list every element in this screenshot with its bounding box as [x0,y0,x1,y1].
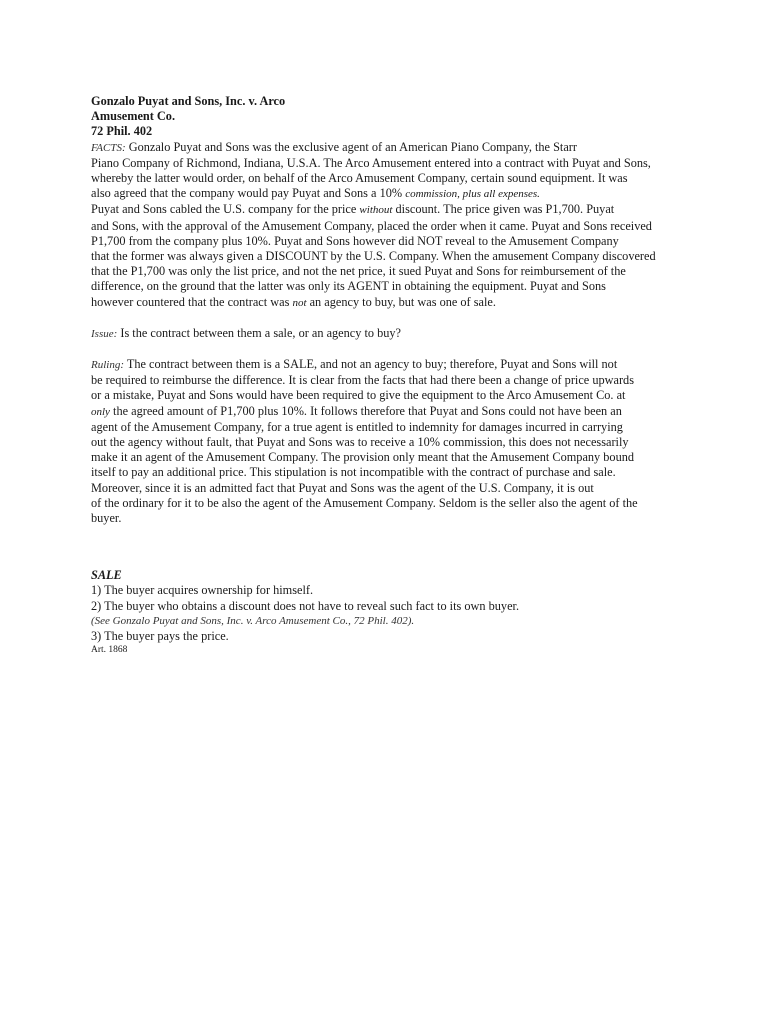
facts-text: Gonzalo Puyat and Sons was the exclusive agent of an American Piano Company, the Starr [125,139,577,154]
ruling-text: agent of the Amusement Company, for a true agent is entitled to indemnity for damages incurred in carrying [91,419,623,434]
facts-text: and Sons, with the approval of the Amusement Company, placed the order when it came. Puyat and Sons received [91,218,652,233]
ruling-text: out the agency without fault, that Puyat and Sons was to receive a 10% commission, this does not necessarily [91,435,629,450]
case-title-line1: Gonzalo Puyat and Sons, Inc. v. Arco [91,94,286,108]
ruling-section [91,357,691,526]
facts-italic-text: without [359,204,393,217]
ruling-label: Ruling: [91,359,124,372]
facts-text: Piano Company of Richmond, Indiana, U.S.A. The Arco Amusement entered into a contract with Puyat and Sons, [91,155,651,170]
facts-text: P1,700 from the company plus 10%. Puyat and Sons however did NOT reveal to the Amusement Company [91,233,619,248]
sale-item: 1) The buyer acquires ownership for himself. [91,583,314,598]
ruling-text: or a mistake, Puyat and Sons would have been required to give the equipment to the Arco Amusement Co. at [91,388,626,403]
facts-section [91,140,691,311]
case-citation: 72 Phil. 402 [91,124,153,139]
sale-heading: SALE [91,568,122,583]
ruling-text: buyer. [91,511,122,526]
document-page [91,94,691,656]
facts-text: an agency to buy, but was one of sale. [306,294,496,309]
ruling-text: make it an agent of the Amusement Company. The provision only meant that the Amusement Company bound [91,450,635,465]
ruling-text: be required to reimburse the difference. It is clear from the facts that had there been a change of price upwards [91,373,634,388]
sale-section [91,568,691,656]
ruling-text: itself to pay an additional price. This stipulation is not incompatible with the contract of purchase and sale. [91,465,616,480]
ruling-text: the agreed amount of P1,700 plus 10%. It follows therefore that Puyat and Sons could not have been an [109,403,622,418]
facts-label: FACTS: [91,141,126,154]
facts-text: Puyat and Sons cabled the U.S. company for the price [91,202,360,217]
issue-section [91,326,691,342]
ruling-italic-text: only [91,405,110,418]
ruling-text: of the ordinary for it to be also the agent of the Amusement Company. Seldom is the seller also the agent of the [91,495,638,510]
facts-text: difference, on the ground that the latter was only its AGENT in obtaining the equipment. Puyat and Sons [91,279,606,294]
article-reference: Art. 1868 [91,645,128,656]
facts-italic-text: commission, plus all expenses. [405,188,540,201]
case-title-line2: Amusement Co. [91,109,176,124]
sale-item: 3) The buyer pays the price. [91,629,229,644]
sale-citation: (See Gonzalo Puyat and Sons, Inc. v. Arco Amusement Co., 72 Phil. 402). [91,614,415,627]
ruling-text: The contract between them is a SALE, and not an agency to buy; therefore, Puyat and Sons will not [124,357,618,372]
ruling-text: Moreover, since it is an admitted fact that Puyat and Sons was the agent of the U.S. Company, it is out [91,480,594,495]
facts-italic-text: not [292,296,307,309]
facts-text: discount. The price given was P1,700. Puyat [392,202,615,217]
facts-text: that the former was always given a DISCOUNT by the U.S. Company. When the amusement Company discovered [91,249,656,264]
facts-text: whereby the latter would order, on behalf of the Arco Amusement Company, certain sound equipment. It was [91,171,628,186]
facts-text: also agreed that the company would pay Puyat and Sons a 10% [91,186,406,201]
facts-text: however countered that the contract was [91,294,293,309]
issue-label: Issue: [91,327,118,340]
sale-item: 2) The buyer who obtains a discount does not have to reveal such fact to its own buyer. [91,598,520,613]
issue-text: Is the contract between them a sale, or an agency to buy? [117,325,402,340]
facts-text: that the P1,700 was only the list price, and not the net price, it sued Puyat and Sons for reimbursement of the [91,264,626,279]
